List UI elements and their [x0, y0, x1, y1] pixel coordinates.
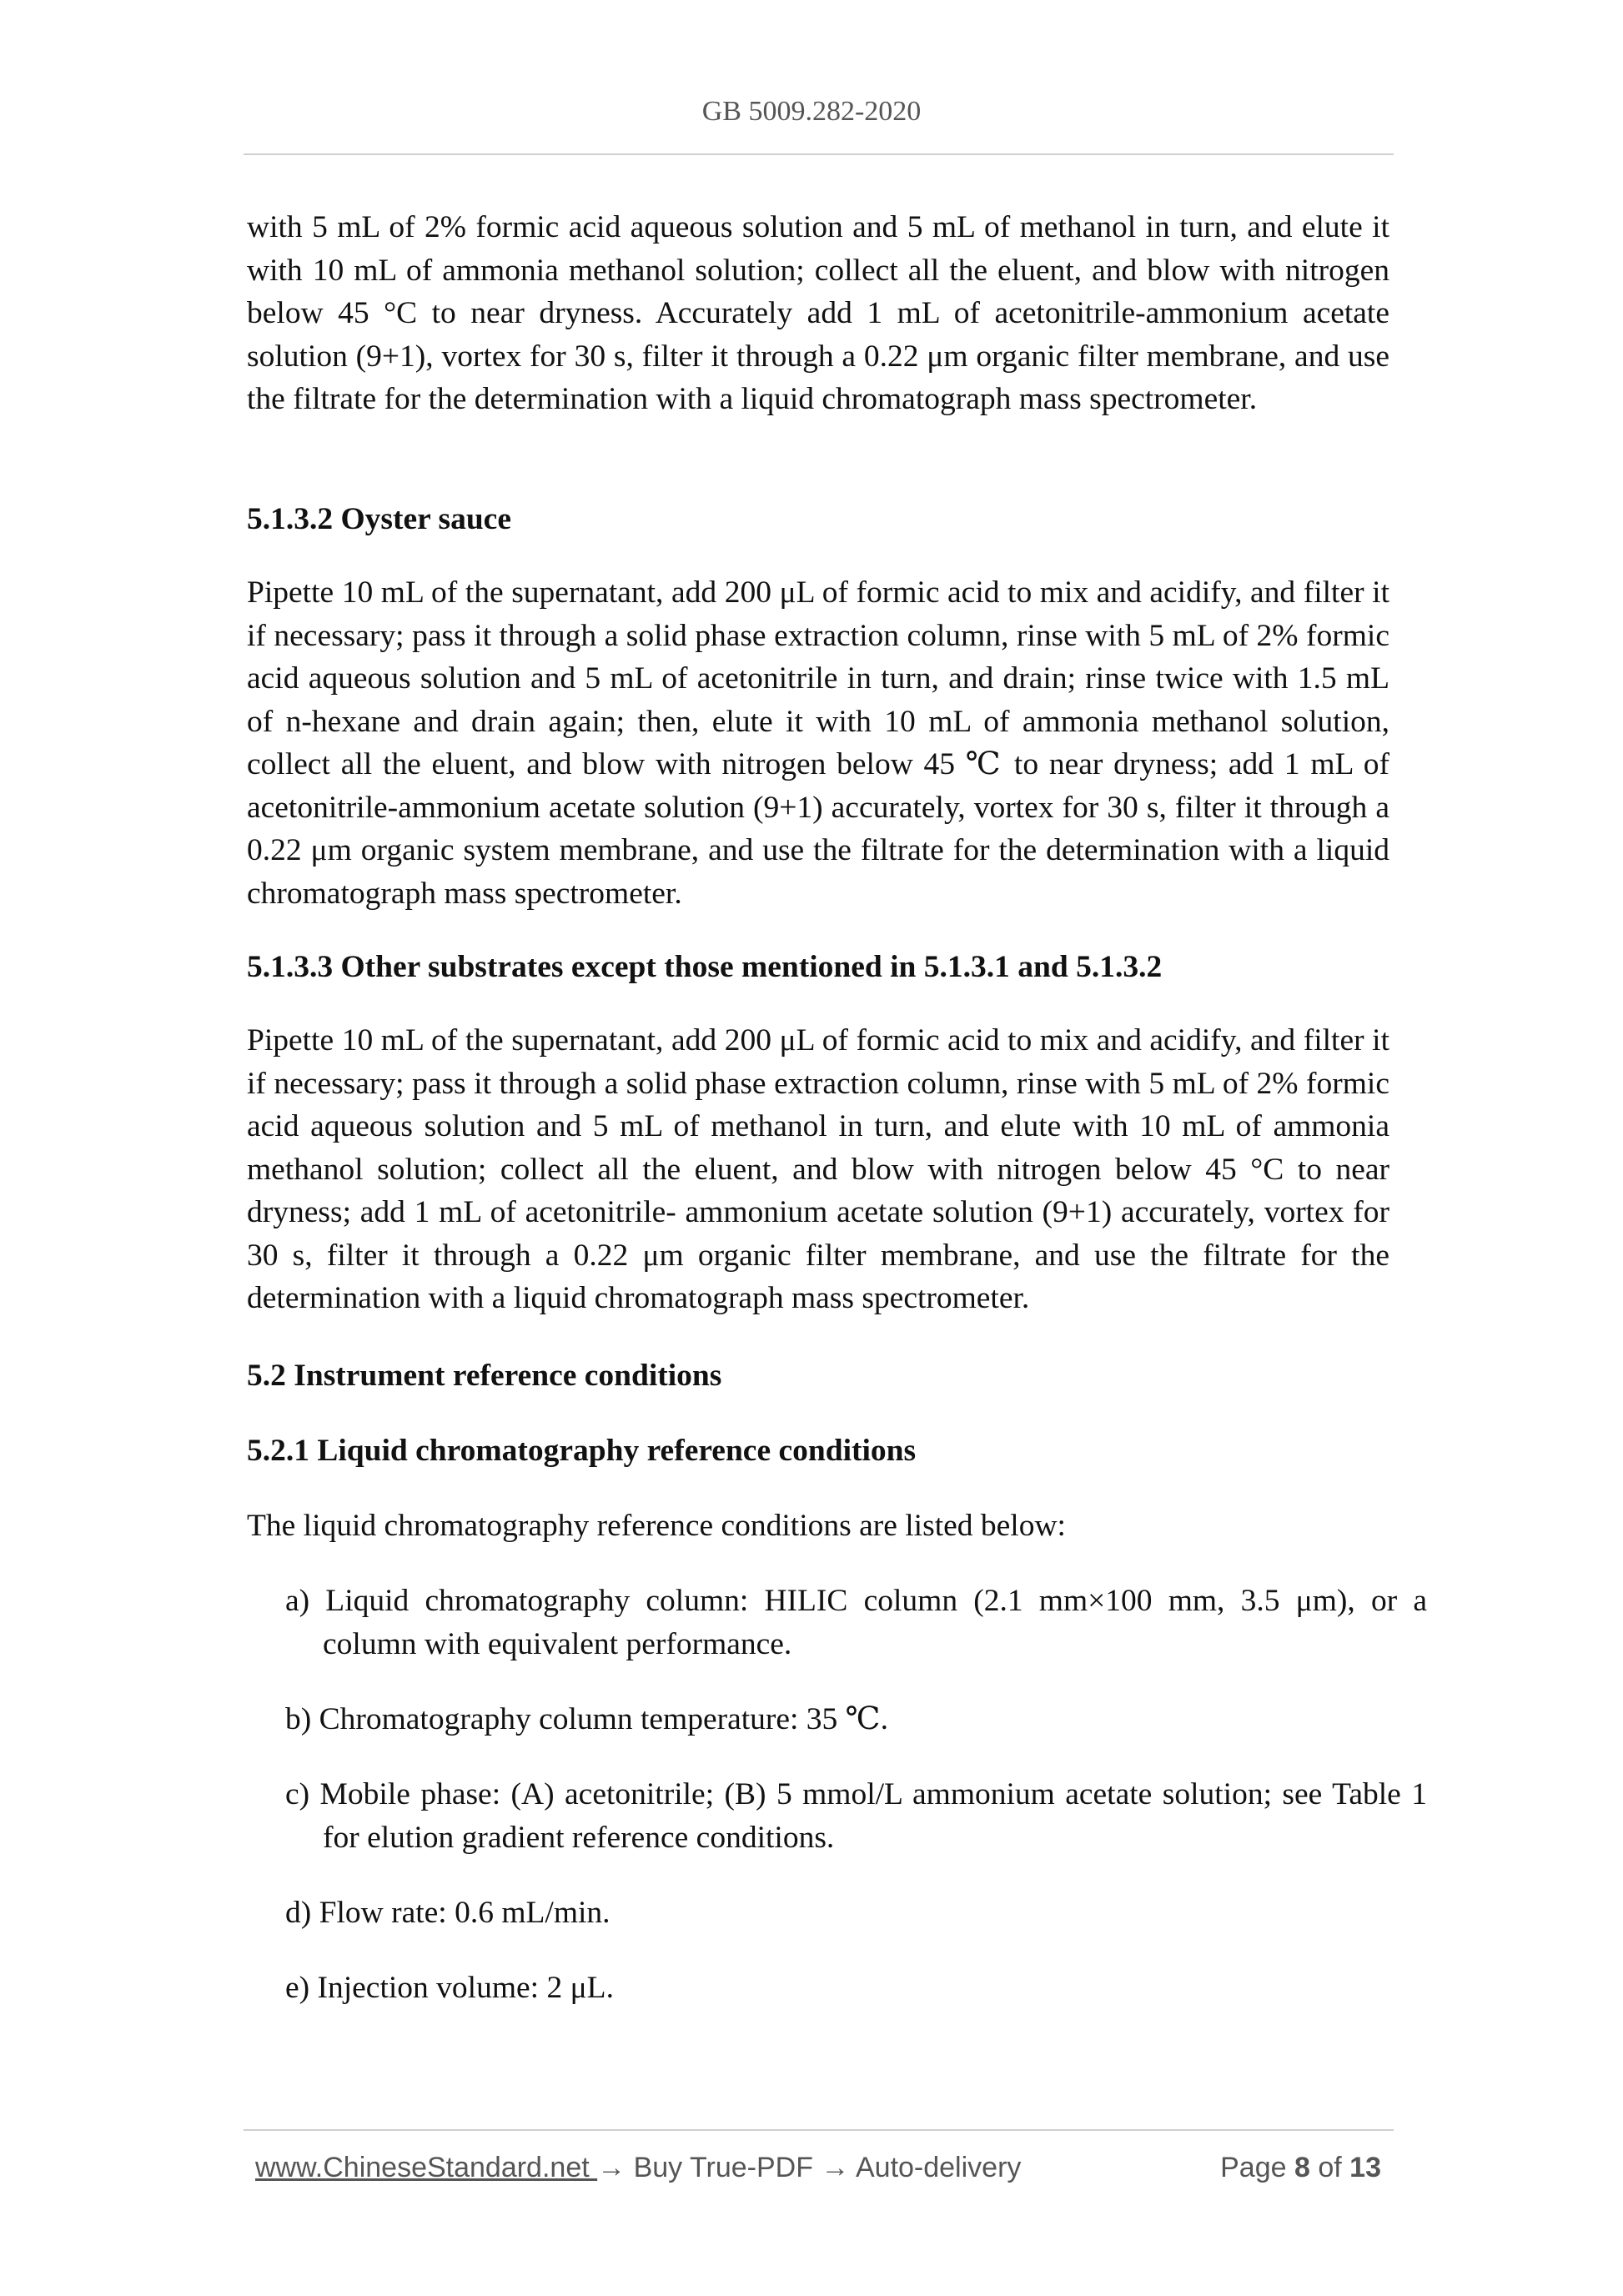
page-footer	[255, 2152, 1389, 2193]
paragraph-other-substrates: Pipette 10 mL of the supernatant, add 200 μL of formic acid to mix and acidify, and filter it if necessary; pass it through a solid phase extraction column, rinse with 5 mL of 2% formic acid aqueous solution and 5 mL of methanol in turn, and elute with 10 mL of ammonia methanol solution; collect all the eluent, and blow with nitrogen below 45 °C to near dryness; add 1 mL of acetonitrile- ammonium acetate solution (9+1) accurately, vortex for 30 s, filter it through a 0.22 μm organic filter membrane, and use the filtrate for the determination with a liquid chromatograph mass spectrometer.	[247, 1023, 1389, 1315]
website-link[interactable]: www.ChineseStandard.net	[255, 2152, 598, 2183]
page-number: 8	[1294, 2152, 1310, 2183]
heading-5-2: 5.2 Instrument reference conditions	[247, 1359, 722, 1393]
document-code-header: GB 5009.282-2020	[701, 96, 922, 127]
list-item-b: b) Chromatography column temperature: 35 ℃.	[285, 1702, 889, 1736]
heading-5-1-3-3: 5.1.3.3 Other substrates except those mentioned in 5.1.3.1 and 5.1.3.2	[247, 950, 1163, 984]
paragraph-continuation: with 5 mL of 2% formic acid aqueous solution and 5 mL of methanol in turn, and elute it with 10 mL of ammonia methanol solution; collect all the eluent, and blow with nitrogen below 45 °C to near dryness. Accurately add 1 mL of acetonitrile-ammonium acetate solution (9+1), vortex for 30 s, filter it through a 0.22 μm organic filter membrane, and use the filtrate for the determination with a liquid chromatograph mass spectrometer.	[247, 210, 1389, 416]
page-label: Page	[1220, 2152, 1287, 2183]
total-pages: 13	[1349, 2152, 1381, 2183]
header-divider	[244, 153, 1394, 155]
list-item-e: e) Injection volume: 2 μL.	[285, 1971, 614, 2005]
paragraph-oyster-sauce: Pipette 10 mL of the supernatant, add 200 μL of formic acid to mix and acidify, and filter it if necessary; pass it through a solid phase extraction column, rinse with 5 mL of 2% formic acid aqueous solution and 5 mL of acetonitrile in turn, and drain; rinse twice with 1.5 mL of n-hexane and drain again; then, elute it with 10 mL of ammonia methanol solution, collect all the eluent, and blow with nitrogen below 45 ℃ to near dryness; add 1 mL of acetonitrile-ammonium acetate solution (9+1) accurately, vortex for 30 s, filter it through a 0.22 μm organic system membrane, and use the filtrate for the determination with a liquid chromatograph mass spectrometer.	[247, 575, 1389, 911]
list-item-c: c) Mobile phase: (A) acetonitrile; (B) 5 mmol/L ammonium acetate solution; see Table 1 for elution gradient reference conditions.	[285, 1777, 1427, 1855]
heading-5-1-3-2: 5.1.3.2 Oyster sauce	[247, 502, 511, 536]
footer-divider	[244, 2129, 1394, 2131]
heading-5-2-1: 5.2.1 Liquid chromatography reference conditions	[247, 1434, 917, 1468]
footer-left	[255, 2152, 1021, 2184]
list-item-a: a) Liquid chromatography column: HILIC column (2.1 mm×100 mm, 3.5 μm), or a column with equivalent performance.	[285, 1584, 1427, 1661]
list-item-d: d) Flow rate: 0.6 mL/min.	[285, 1896, 611, 1930]
footer-tagline: → Buy True-PDF → Auto-delivery	[597, 2152, 1022, 2183]
paragraph-lc-intro: The liquid chromatography reference conditions are listed below:	[247, 1509, 1066, 1543]
of-label: of	[1318, 2152, 1342, 2183]
page-indicator	[1220, 2152, 1381, 2184]
